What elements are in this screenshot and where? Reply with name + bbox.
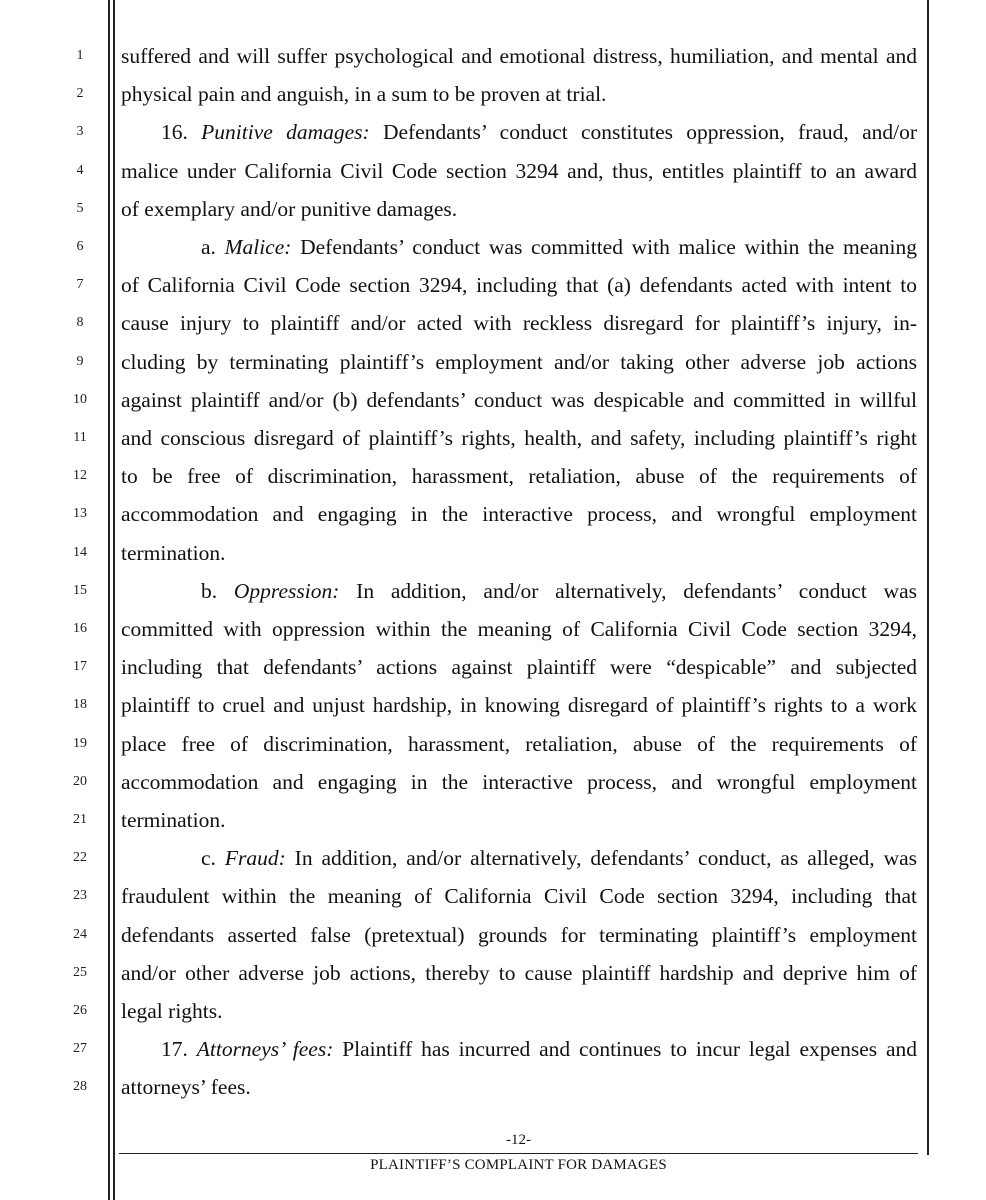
text-line [161, 118, 917, 146]
text-run: and conscious disregard of plaintiff’s rights, health, and safety, including plaintiff’s right [121, 426, 917, 450]
footer-document-title: PLAINTIFF’S COMPLAINT FOR DAMAGES [370, 1157, 667, 1173]
text-line [201, 844, 917, 872]
text-run: of California Civil Code section 3294, including that (a) defendants acted with intent to [121, 273, 917, 298]
line-number: 18 [73, 697, 87, 713]
line-number: 22 [73, 850, 87, 866]
text-line [201, 577, 917, 605]
line-number: 28 [73, 1079, 87, 1095]
text-line [121, 42, 917, 70]
footer-rule [119, 1153, 918, 1154]
right-margin-rule [927, 0, 929, 1155]
text-line [121, 615, 917, 643]
text-line [121, 1073, 917, 1101]
text-run: and/or other adverse job actions, thereby to cause plaintiff hardship and deprive him of [121, 960, 917, 985]
text-line [201, 233, 917, 261]
text-line [121, 309, 917, 337]
text-line [121, 386, 917, 414]
text-line [121, 195, 917, 223]
text-line [121, 539, 917, 567]
text-run: place free of discrimination, harassment, retaliation, abuse of the requirements of [121, 731, 917, 756]
text-line [121, 653, 917, 681]
text-run: defendants asserted false (pretextual) grounds for terminating plaintiff’s employment [121, 922, 917, 947]
line-number: 15 [73, 582, 87, 598]
italic-heading: Punitive damages: [201, 120, 370, 145]
line-number: 1 [76, 48, 84, 63]
line-number: 26 [73, 1003, 87, 1018]
text-line [161, 1035, 917, 1063]
line-number: 24 [73, 926, 87, 942]
line-number: 21 [73, 812, 87, 827]
line-number: 2 [76, 86, 84, 102]
text-run: attorneys’ fees. [121, 1075, 251, 1100]
line-number: 12 [73, 468, 87, 484]
text-line [121, 691, 917, 719]
text-line [121, 157, 917, 185]
line-number: 4 [76, 162, 84, 178]
italic-heading: Oppression: [233, 578, 340, 603]
text-line [121, 921, 917, 949]
line-number: 10 [73, 391, 87, 407]
text-run: fraudulent within the meaning of California Civil Code section 3294, including that [121, 884, 917, 909]
text-run: 16. [161, 120, 202, 145]
line-number: 13 [73, 506, 87, 522]
text-run: to be free of discrimination, harassment, retaliation, abuse of the requirements of [121, 464, 917, 489]
text-run: accommodation and engaging in the interactive process, and wrongful employment [121, 769, 917, 794]
line-number: 7 [76, 277, 84, 293]
italic-heading: Attorneys’ fees: [196, 1037, 334, 1062]
text-run: cause injury to plaintiff and/or acted with reckless disregard for plaintiff’s injury, in- [121, 311, 917, 336]
line-number: 8 [76, 315, 84, 331]
text-run: a. [201, 235, 225, 259]
text-line [121, 997, 917, 1025]
line-number: 19 [73, 735, 87, 751]
text-run: c. [201, 846, 225, 871]
line-number: 6 [76, 239, 84, 254]
text-line [121, 424, 917, 452]
text-line [121, 348, 917, 376]
line-number: 27 [73, 1041, 87, 1057]
text-run: In addition, and/or alternatively, defendants’ conduct, as alleged, was [285, 846, 917, 871]
text-run: malice under California Civil Code section 3294 and, thus, entitles plaintiff to an award [121, 158, 917, 183]
text-line [121, 271, 917, 299]
line-number: 5 [76, 200, 84, 216]
line-number: 17 [73, 659, 87, 675]
text-run: accommodation and engaging in the interactive process, and wrongful employment [121, 502, 917, 527]
line-number: 14 [73, 544, 87, 560]
text-line [121, 959, 917, 987]
text-line [121, 768, 917, 796]
line-number: 23 [73, 888, 87, 904]
left-margin-rule-outer [108, 0, 110, 1200]
text-run: termination. [121, 540, 226, 565]
text-run: b. [201, 578, 234, 603]
text-run: legal rights. [121, 999, 223, 1023]
line-number: 20 [73, 773, 87, 789]
text-run: against plaintiff and/or (b) defendants’ conduct was despicable and committed in willful [121, 387, 917, 412]
text-run: including that defendants’ actions against plaintiff were “despicable” and subjected [121, 655, 917, 680]
left-margin-rule-inner [113, 0, 115, 1200]
footer-page-number: -12- [506, 1132, 531, 1148]
text-line [121, 882, 917, 910]
text-run: committed with oppression within the meaning of California Civil Code section 3294, [121, 617, 917, 641]
line-number: 9 [76, 353, 84, 369]
line-number: 3 [76, 124, 84, 140]
text-line [121, 462, 917, 490]
text-run: In addition, and/or alternatively, defendants’ conduct was [339, 578, 917, 603]
line-number: 16 [73, 621, 87, 636]
italic-heading: Fraud: [224, 846, 286, 871]
text-line [121, 730, 917, 758]
text-line [121, 806, 917, 834]
text-run: physical pain and anguish, in a sum to be proven at trial. [121, 82, 607, 107]
text-run: Plaintiff has incurred and continues to incur legal expenses and [333, 1037, 918, 1062]
line-number: 11 [73, 430, 87, 445]
text-run: plaintiff to cruel and unjust hardship, in knowing disregard of plaintiff’s rights to a work [121, 693, 917, 718]
text-run: 17. [161, 1037, 197, 1062]
text-run: of exemplary and/or punitive damages. [121, 196, 458, 221]
text-run: suffered and will suffer psychological and emotional distress, humiliation, and mental and [121, 44, 917, 68]
text-run: Defendants’ conduct constitutes oppression, fraud, and/or [369, 120, 917, 145]
line-number: 25 [73, 964, 87, 980]
text-line [121, 500, 917, 528]
text-run: cluding by terminating plaintiff’s employment and/or taking other adverse job actions [121, 349, 917, 374]
text-line [121, 80, 917, 108]
text-run: termination. [121, 808, 226, 832]
text-run: Defendants’ conduct was committed with malice within the meaning [291, 235, 917, 259]
italic-heading: Malice: [224, 235, 292, 259]
